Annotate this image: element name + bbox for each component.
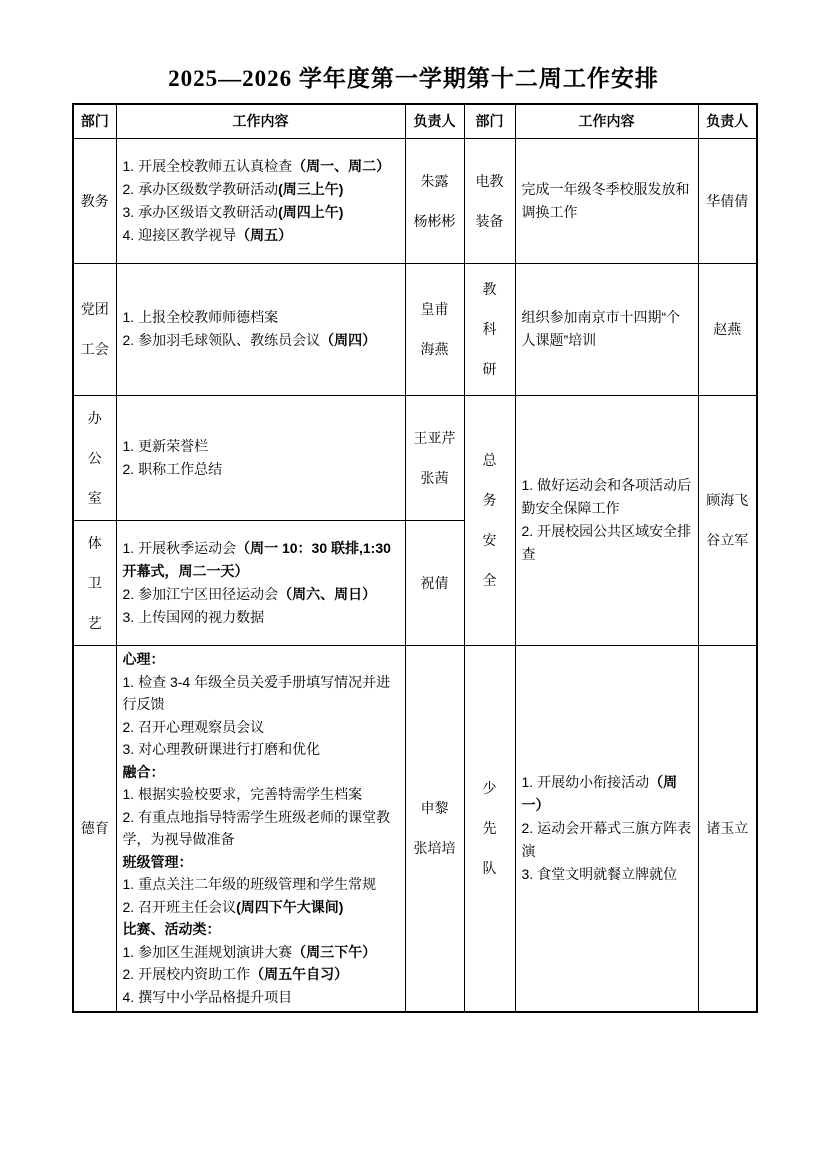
cell-line: 皇甫 <box>420 301 449 317</box>
cell-line: 赵燕 <box>713 321 742 337</box>
cell-line: 1. 开展全校教师五认真检查（周一、周二） <box>122 157 391 174</box>
cell-line: 2. 召开心理观察员会议 <box>122 718 265 735</box>
cell-line: 安 <box>482 532 497 548</box>
header-content-right: 工作内容 <box>515 104 698 138</box>
cell-line: 组织参加南京市十四期“个人课题”培训 <box>521 309 681 348</box>
cell-line: 4. 迎接区教学视导（周五） <box>122 226 293 243</box>
content-cell-jiaowu <box>116 138 405 263</box>
content-cell-dangtuan <box>116 263 405 395</box>
cell-line: 诸玉立 <box>706 820 749 837</box>
cell-line: 2. 运动会开幕式三旗方阵表演 <box>521 819 692 859</box>
cell-line: 先 <box>482 820 497 837</box>
dept-cell-deyu <box>73 645 116 1012</box>
cell-line: 2. 召开班主任会议(周四下午大课间) <box>122 898 344 915</box>
cell-line: 总 <box>482 452 497 468</box>
cell-line: 卫 <box>87 574 102 591</box>
cell-line: 1. 更新荣誉栏 <box>122 437 209 454</box>
cell-line: 体 <box>87 534 102 551</box>
header-person-left: 负责人 <box>405 104 464 138</box>
cell-line: 王亚芹 <box>413 429 456 446</box>
person-cell-dangtuan <box>405 263 464 395</box>
dept-cell-jiaokeyan <box>464 263 515 395</box>
cell-line: 海燕 <box>420 341 449 357</box>
dept-cell-shaoxiandui <box>464 645 515 1012</box>
person-cell-deyu <box>405 645 464 1012</box>
cell-line: 全 <box>482 572 497 588</box>
cell-line: 装备 <box>475 212 504 229</box>
dept-cell-zongwu <box>464 395 515 645</box>
cell-line: 1. 开展秋季运动会（周一 10：30 联排,1:30 开幕式，周二一天） <box>122 539 391 579</box>
dept-cell-tiweiyi <box>73 520 116 645</box>
cell-line: 务 <box>482 492 497 508</box>
content-cell-shaoxiandui <box>515 645 698 1012</box>
cell-line: 教务 <box>80 192 109 209</box>
dept-cell-jiaowu <box>73 138 116 263</box>
cell-line: 办 <box>87 409 102 426</box>
cell-line: 班级管理： <box>122 853 193 870</box>
cell-line: 1. 做好运动会和各项活动后勤安全保障工作 <box>521 477 692 516</box>
person-cell-shaoxiandui <box>698 645 757 1012</box>
header-row <box>73 104 757 138</box>
cell-line: 2. 开展校内资助工作（周五午自习） <box>122 966 349 983</box>
cell-line: 1. 检查 3-4 年级全员关爱手册填写情况并进行反馈 <box>122 673 391 713</box>
content-cell-deyu <box>116 645 405 1012</box>
cell-line: 比赛、活动类： <box>122 921 221 938</box>
cell-line: 1. 上报全校教师师德档案 <box>122 309 279 325</box>
person-cell-jiaokeyan <box>698 263 757 395</box>
dept-cell-dangtuan <box>73 263 116 395</box>
header-person-right: 负责人 <box>698 104 757 138</box>
cell-line: 1. 参加区生涯规划演讲大赛（周三下午） <box>122 943 377 960</box>
row-dangtuan-jiaokeyan <box>73 263 757 395</box>
cell-line: 党团 <box>80 301 109 317</box>
cell-line: 工会 <box>80 341 109 357</box>
content-cell-bangongshi <box>116 395 405 520</box>
cell-line: 申黎 <box>420 800 449 817</box>
cell-line: 教 <box>482 281 497 297</box>
cell-line: 华倩倩 <box>706 192 749 209</box>
person-cell-dianjiao <box>698 138 757 263</box>
cell-line: 艺 <box>87 614 102 631</box>
cell-line: 室 <box>87 489 102 506</box>
cell-line: 2. 承办区级数学教研活动(周三上午) <box>122 180 344 197</box>
work-schedule-table <box>72 103 758 1013</box>
person-cell-bangongshi <box>405 395 464 520</box>
cell-line: 3. 对心理教研课进行打磨和优化 <box>122 741 321 758</box>
row-deyu-shaoxiandui <box>73 645 757 1012</box>
cell-line: 1. 重点关注二年级的班级管理和学生常规 <box>122 876 377 893</box>
cell-line: 少 <box>482 780 497 797</box>
content-cell-jiaokeyan <box>515 263 698 395</box>
cell-line: 科 <box>482 321 497 337</box>
cell-line: 3. 食堂文明就餐立牌就位 <box>521 865 678 882</box>
cell-line: 张培培 <box>413 840 456 857</box>
person-cell-jiaowu <box>405 138 464 263</box>
cell-line: 2. 参加江宁区田径运动会（周六、周日） <box>122 585 377 602</box>
content-cell-dianjiao <box>515 138 698 263</box>
cell-line: 队 <box>482 860 497 877</box>
dept-cell-bangongshi <box>73 395 116 520</box>
row-bangongshi-zongwu <box>73 395 757 520</box>
cell-line: 电教 <box>475 172 504 189</box>
cell-line: 研 <box>482 361 497 377</box>
cell-line: 1. 根据实验校要求，完善特需学生档案 <box>122 786 363 803</box>
dept-cell-dianjiao <box>464 138 515 263</box>
header-content-left: 工作内容 <box>116 104 405 138</box>
header-dept-left: 部门 <box>73 104 116 138</box>
cell-line: 融合： <box>122 763 165 780</box>
cell-line: 1. 开展幼小衔接活动（周一） <box>521 773 678 813</box>
cell-line: 3. 承办区级语文教研活动(周四上午) <box>122 203 344 220</box>
person-cell-zongwu <box>698 395 757 645</box>
cell-line: 顾海飞 <box>706 492 749 508</box>
header-dept-right: 部门 <box>464 104 515 138</box>
cell-line: 2. 职称工作总结 <box>122 460 223 477</box>
cell-line: 朱露 <box>420 172 449 189</box>
cell-line: 3. 上传国网的视力数据 <box>122 608 265 625</box>
cell-line: 谷立军 <box>706 532 749 548</box>
cell-line: 4. 撰写中小学品格提升项目 <box>122 988 293 1005</box>
cell-line: 杨彬彬 <box>413 212 456 229</box>
cell-line: 德育 <box>80 820 109 837</box>
cell-line: 2. 参加羽毛球领队、教练员会议（周四） <box>122 332 377 348</box>
cell-line: 2. 开展校园公共区域安全排查 <box>521 523 692 562</box>
cell-line: 张茜 <box>420 469 449 486</box>
cell-line: 公 <box>87 449 102 466</box>
cell-line: 心理： <box>122 651 165 668</box>
cell-line: 2. 有重点地指导特需学生班级老师的课堂教学，为视导做准备 <box>122 808 391 848</box>
cell-line: 祝倩 <box>420 574 449 591</box>
person-cell-tiweiyi <box>405 520 464 645</box>
content-cell-tiweiyi <box>116 520 405 645</box>
page-title: 2025—2026 学年度第一学期第十二周工作安排 <box>168 66 659 91</box>
cell-line: 完成一年级冬季校服发放和调换工作 <box>521 180 690 220</box>
content-cell-zongwu <box>515 395 698 645</box>
row-jiaowu-dianjiao <box>73 138 757 263</box>
